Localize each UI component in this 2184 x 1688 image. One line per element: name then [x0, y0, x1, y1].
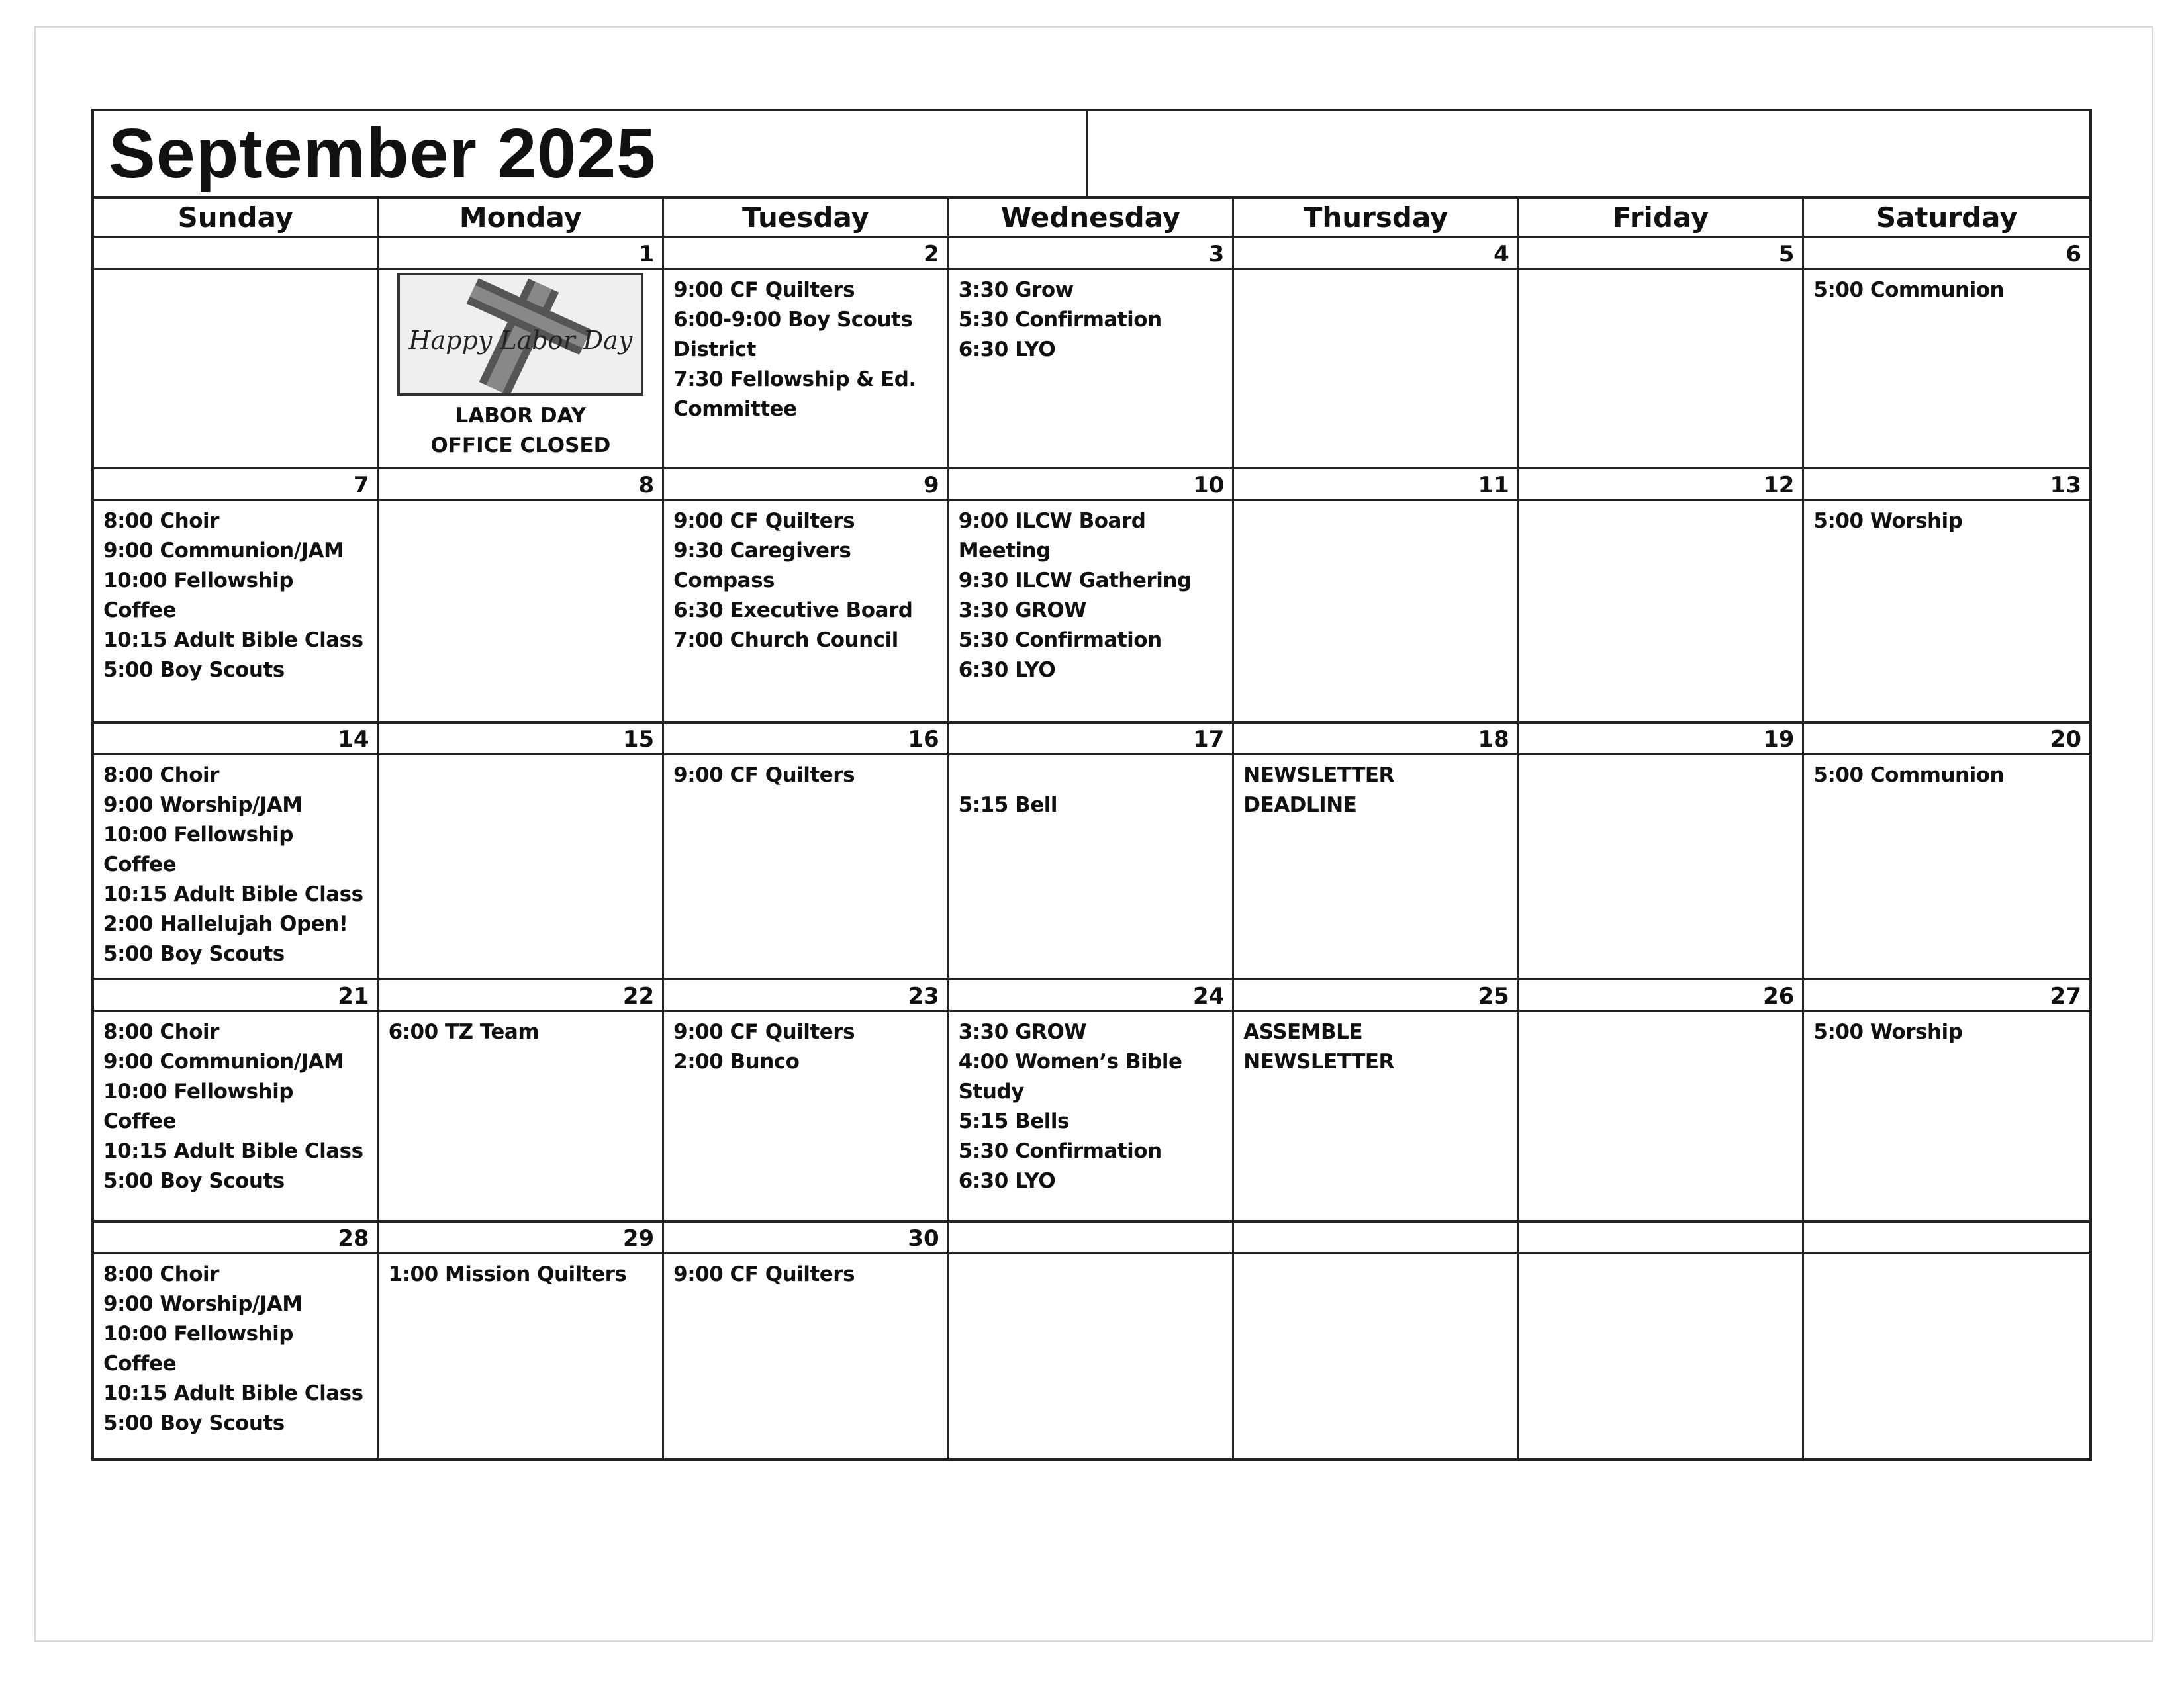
event-item: 6:30 LYO	[958, 1169, 1056, 1193]
day-cell-2	[664, 238, 949, 467]
event-item: 3:30 GROW	[958, 598, 1086, 622]
event-item: 9:00 ILCW Board	[958, 509, 1146, 533]
day-number: 8	[379, 469, 663, 501]
day-cell-30	[664, 1223, 949, 1458]
event-item: Study	[958, 1080, 1024, 1103]
day-cell-27	[1804, 980, 2089, 1220]
event-item: 5:00 Worship	[1813, 509, 1963, 533]
day-events	[1519, 270, 1803, 281]
day-events	[664, 755, 947, 796]
office-closed-label: OFFICE CLOSED	[430, 434, 611, 457]
day-cell-16	[664, 724, 949, 978]
event-item: ASSEMBLE NEWSLETTER	[1243, 1020, 1394, 1074]
event-item: 10:00 Fellowship Coffee	[103, 823, 293, 876]
event-item: Compass	[673, 569, 775, 592]
event-item: 9:00 CF Quilters	[673, 763, 855, 787]
event-item: 5:00 Worship	[1813, 1020, 1963, 1044]
calendar	[91, 109, 2092, 1461]
day-cell-19	[1519, 724, 1805, 978]
weekday-monday: Monday	[379, 199, 665, 236]
day-number: 25	[1234, 980, 1517, 1012]
event-item: 5:00 Boy Scouts	[103, 1411, 285, 1435]
event-item-blank	[959, 761, 1223, 790]
event-item: 10:00 Fellowship Coffee	[103, 569, 293, 622]
day-events	[379, 755, 663, 766]
day-events	[949, 1254, 1233, 1265]
day-number: 28	[94, 1223, 377, 1254]
title-row	[94, 111, 2089, 199]
day-events	[949, 270, 1233, 370]
event-item: 9:00 CF Quilters	[673, 1262, 855, 1286]
event-item: 10:00 Fellowship Coffee	[103, 1080, 293, 1133]
week-row	[94, 980, 2089, 1223]
weekday-wednesday: Wednesday	[949, 199, 1235, 236]
day-number: 4	[1234, 238, 1517, 270]
day-cell-18	[1234, 724, 1519, 978]
day-events	[664, 1012, 947, 1082]
labor-day-image	[397, 273, 643, 396]
day-number: 12	[1519, 469, 1803, 501]
day-events	[379, 1012, 663, 1053]
event-item: 5:00 Boy Scouts	[103, 942, 285, 966]
day-cell-empty	[1804, 1223, 2089, 1458]
event-item: 6:30 Executive Board	[673, 598, 913, 622]
day-number: 24	[949, 980, 1233, 1012]
day-number: 3	[949, 238, 1233, 270]
day-events	[1519, 755, 1803, 766]
day-cell-23	[664, 980, 949, 1220]
week-row	[94, 1223, 2089, 1458]
day-events	[949, 501, 1233, 690]
day-cell-28	[94, 1223, 379, 1458]
day-cell-empty	[94, 238, 379, 467]
event-item: 6:30 LYO	[958, 658, 1056, 682]
day-cell-6	[1804, 238, 2089, 467]
day-events	[1804, 1012, 2089, 1053]
event-item: 9:00 Worship/JAM	[103, 793, 303, 817]
event-item: 10:15 Adult Bible Class	[103, 882, 363, 906]
event-item: 5:30 Confirmation	[958, 1139, 1162, 1163]
event-item: 10:15 Adult Bible Class	[103, 1382, 363, 1405]
weekday-thursday: Thursday	[1234, 199, 1519, 236]
event-item: 6:00 TZ Team	[388, 1020, 540, 1044]
event-item: NEWSLETTER DEADLINE	[1243, 763, 1394, 817]
day-events	[379, 501, 663, 512]
day-events	[94, 755, 377, 974]
day-number: 29	[379, 1223, 663, 1254]
day-cell-29	[379, 1223, 665, 1458]
event-item: District	[673, 338, 756, 361]
event-item: 9:00 CF Quilters	[673, 278, 855, 302]
day-events	[1234, 270, 1517, 281]
event-item: 7:30 Fellowship & Ed.	[673, 367, 916, 391]
day-cell-9	[664, 469, 949, 721]
day-number: 16	[664, 724, 947, 755]
day-number: 5	[1519, 238, 1803, 270]
event-item: 5:00 Boy Scouts	[103, 1169, 285, 1193]
day-number: 14	[94, 724, 377, 755]
labor-day-image-text: Happy Labor Day	[408, 326, 633, 355]
event-item: 8:00 Choir	[103, 1262, 219, 1286]
day-number: 1	[379, 238, 663, 270]
event-item: 3:30 Grow	[958, 278, 1074, 302]
event-item: 6:00-9:00 Boy Scouts	[673, 308, 913, 332]
title-blank-cell	[1088, 111, 2089, 196]
day-events	[949, 755, 1233, 825]
day-cell-5	[1519, 238, 1805, 467]
event-item: 9:00 Worship/JAM	[103, 1292, 303, 1316]
event-item: 9:00 Communion/JAM	[103, 539, 344, 563]
day-number	[1519, 1223, 1803, 1254]
labor-day-note	[379, 401, 663, 461]
event-item: 8:00 Choir	[103, 509, 219, 533]
day-number	[1804, 1223, 2089, 1254]
day-number: 21	[94, 980, 377, 1012]
day-events	[1804, 501, 2089, 541]
day-number: 22	[379, 980, 663, 1012]
day-cell-4	[1234, 238, 1519, 467]
day-number: 20	[1804, 724, 2089, 755]
day-number: 19	[1519, 724, 1803, 755]
day-number: 30	[664, 1223, 947, 1254]
event-item: 10:00 Fellowship Coffee	[103, 1322, 293, 1376]
title-cell	[94, 111, 1088, 196]
day-events	[1804, 755, 2089, 796]
day-number: 6	[1804, 238, 2089, 270]
weekday-saturday: Saturday	[1875, 201, 2018, 234]
event-item: 7:00 Church Council	[673, 628, 898, 652]
event-item: 5:00 Communion	[1813, 278, 2005, 302]
event-item: 10:15 Adult Bible Class	[103, 628, 363, 652]
day-cell-1	[379, 238, 665, 467]
day-cell-21	[94, 980, 379, 1220]
event-item: 5:30 Confirmation	[958, 308, 1162, 332]
day-number: 18	[1234, 724, 1517, 755]
day-events	[1519, 1012, 1803, 1023]
event-item: 8:00 Choir	[103, 1020, 219, 1044]
event-item: 3:30 GROW	[958, 1020, 1086, 1044]
day-number	[94, 238, 377, 270]
day-events	[1804, 270, 2089, 310]
day-number: 15	[379, 724, 663, 755]
day-events	[664, 270, 947, 430]
day-number: 2	[664, 238, 947, 270]
week-row	[94, 238, 2089, 469]
day-cell-22	[379, 980, 665, 1220]
day-cell-10	[949, 469, 1235, 721]
day-cell-17	[949, 724, 1235, 978]
event-item: 10:15 Adult Bible Class	[103, 1139, 363, 1163]
event-item: 5:30 Confirmation	[958, 628, 1162, 652]
day-number	[1234, 1223, 1517, 1254]
day-events	[1519, 1254, 1803, 1265]
day-cell-11	[1234, 469, 1519, 721]
weekday-sunday: Sunday	[94, 199, 379, 236]
event-item: 9:30 Caregivers	[673, 539, 851, 563]
day-cell-15	[379, 724, 665, 978]
event-item: 8:00 Choir	[103, 763, 219, 787]
day-events	[94, 1012, 377, 1201]
day-cell-20	[1804, 724, 2089, 978]
day-cell-13	[1804, 469, 2089, 721]
day-number: 23	[664, 980, 947, 1012]
day-events	[1234, 501, 1517, 512]
day-number: 17	[949, 724, 1233, 755]
month-title: September 2025	[109, 115, 657, 193]
day-cell-3	[949, 238, 1235, 467]
day-events	[1234, 755, 1517, 825]
day-number: 9	[664, 469, 947, 501]
day-number: 27	[1804, 980, 2089, 1012]
day-cell-empty	[1519, 1223, 1805, 1458]
day-events	[94, 501, 377, 690]
labor-day-label: LABOR DAY	[455, 404, 587, 428]
day-number: 26	[1519, 980, 1803, 1012]
day-number: 7	[94, 469, 377, 501]
day-events	[664, 501, 947, 661]
day-cell-24	[949, 980, 1235, 1220]
day-events	[1519, 501, 1803, 512]
event-item: Committee	[673, 397, 797, 421]
weekday-friday: Friday	[1519, 199, 1805, 236]
day-cell-25	[1234, 980, 1519, 1220]
day-number: 10	[949, 469, 1233, 501]
event-item: 9:00 CF Quilters	[673, 1020, 855, 1044]
event-item: 5:00 Boy Scouts	[103, 658, 285, 682]
event-item: 9:30 ILCW Gathering	[958, 569, 1192, 592]
event-item: 5:00 Communion	[1813, 763, 2005, 787]
day-number	[949, 1223, 1233, 1254]
day-cell-12	[1519, 469, 1805, 721]
day-events	[379, 1254, 663, 1295]
event-item: 2:00 Bunco	[673, 1050, 800, 1074]
day-events	[949, 1012, 1233, 1201]
event-item: 6:30 LYO	[958, 338, 1056, 361]
event-item: 9:00 Communion/JAM	[103, 1050, 344, 1074]
day-cell-empty	[949, 1223, 1235, 1458]
event-item: 9:00 CF Quilters	[673, 509, 855, 533]
event-item: 5:15 Bells	[958, 1109, 1069, 1133]
weekday-header-row	[94, 199, 2089, 238]
weekday-tuesday: Tuesday	[664, 199, 949, 236]
event-item: Meeting	[958, 539, 1051, 563]
day-events	[1804, 1254, 2089, 1265]
day-cell-14	[94, 724, 379, 978]
day-cell-26	[1519, 980, 1805, 1220]
event-item: 2:00 Hallelujah Open!	[103, 912, 348, 936]
week-row	[94, 724, 2089, 980]
event-item: 1:00 Mission Quilters	[388, 1262, 627, 1286]
day-events	[664, 1254, 947, 1295]
day-cell-8	[379, 469, 665, 721]
event-item: 4:00 Women’s Bible	[958, 1050, 1182, 1074]
day-events	[1234, 1012, 1517, 1082]
day-cell-7	[94, 469, 379, 721]
day-events	[94, 270, 377, 281]
day-number: 11	[1234, 469, 1517, 501]
day-number: 13	[1804, 469, 2089, 501]
week-row	[94, 469, 2089, 724]
day-events	[1234, 1254, 1517, 1265]
event-item: 5:15 Bell	[958, 793, 1058, 817]
day-cell-empty	[1234, 1223, 1519, 1458]
day-events	[94, 1254, 377, 1444]
